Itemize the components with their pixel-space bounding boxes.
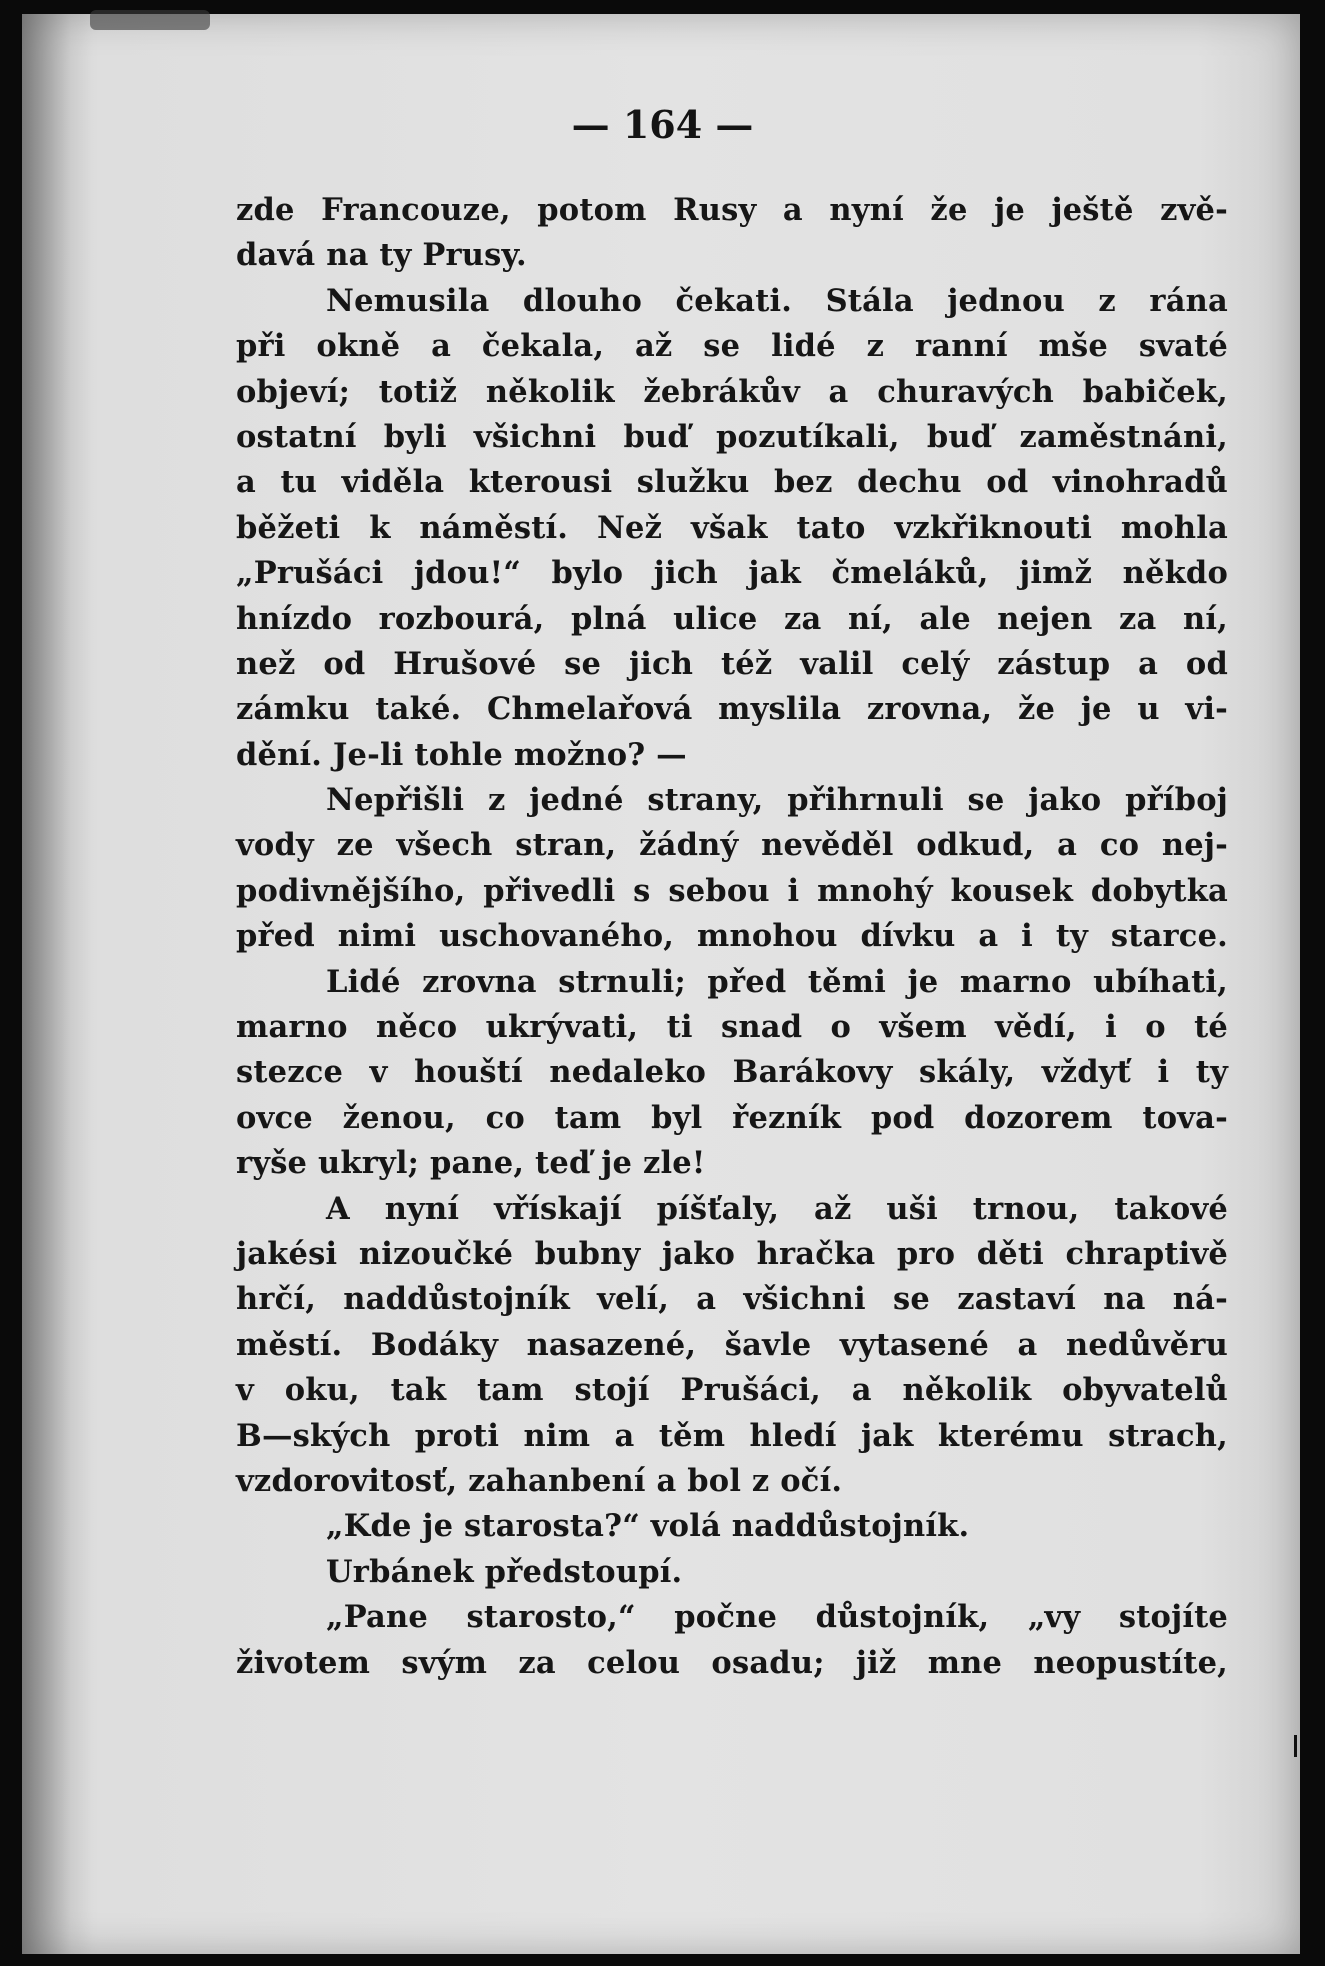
text-line: B—ských proti nim a těm hledí jak kterému strach, <box>236 1417 1228 1454</box>
paragraph-start-line: Nepřišli z jedné strany, přihrnuli se jako příboj <box>326 782 1228 819</box>
text-line: hrčí, naddůstojník velí, a všichni se zastaví na ná- <box>236 1281 1228 1318</box>
text-line: „Prušáci jdou!“ bylo jich jak čmeláků, jimž někdo <box>236 555 1228 592</box>
text-line: městí. Bodáky nasazené, šavle vytasené a nedůvěru <box>236 1326 1228 1363</box>
text-line: davá na ty Prusy. <box>236 237 527 274</box>
text-line: ostatní byli všichni buď pozutíkali, buď zaměstnáni, <box>236 418 1228 455</box>
paragraph-start-line: Urbánek předstoupí. <box>326 1553 683 1590</box>
paragraph-start-line: „Pane starosto,“ počne důstojník, „vy stojíte <box>326 1599 1228 1636</box>
text-line: životem svým za celou osadu; již mne neopustíte, <box>236 1644 1228 1681</box>
text-line: vzdorovitosť, zahanbení a bol z očí. <box>236 1462 843 1499</box>
text-line: stezce v houští nedaleko Barákovy skály, vždyť i ty <box>236 1054 1228 1091</box>
text-line: než od Hrušové se jich též valil celý zástup a od <box>236 645 1228 682</box>
text-line: ovce ženou, co tam byl řezník pod dozorem tova- <box>236 1099 1228 1136</box>
scan-edge-mark <box>1294 1735 1297 1757</box>
paragraph-start-line: A nyní vřískají píšťaly, až uši trnou, takové <box>326 1190 1228 1227</box>
text-line: vody ze všech stran, žádný nevěděl odkud, a co nej- <box>236 827 1228 864</box>
text-line: objeví; totiž několik žebrákův a churavých babiček, <box>236 373 1228 410</box>
text-line: a tu viděla kterousi služku bez dechu od vinohradů <box>236 464 1228 501</box>
text-line: marno něco ukrývati, ti snad o všem vědí, i o té <box>236 1009 1228 1046</box>
text-line: jakési nizoučké bubny jako hračka pro děti chraptivě <box>236 1235 1228 1272</box>
binding-shadow <box>22 14 92 1954</box>
text-line: při okně a čekala, až se lidé z ranní mše svaté <box>236 328 1228 365</box>
text-line: běžeti k náměstí. Než však tato vzkřiknouti mohla <box>236 509 1228 546</box>
text-line: dění. Je-li tohle možno? — <box>236 736 687 773</box>
text-line: v oku, tak tam stojí Prušáci, a několik obyvatelů <box>236 1372 1228 1409</box>
text-line: podivnějšího, přivedli s sebou i mnohý kousek dobytka <box>236 872 1228 909</box>
text-line: před nimi uschovaného, mnohou dívku a i ty starce. <box>236 918 1228 955</box>
paragraph-start-line: Lidé zrovna strnuli; před těmi je marno ubíhati, <box>326 963 1228 1000</box>
text-line: hnízdo rozbourá, plná ulice za ní, ale nejen za ní, <box>236 600 1228 637</box>
scan-smudge <box>90 10 210 30</box>
paragraph-start-line: „Kde je starosta?“ volá naddůstojník. <box>326 1508 970 1545</box>
body-text <box>236 188 1228 1686</box>
text-line: zde Francouze, potom Rusy a nyní že je ještě zvě- <box>236 192 1228 228</box>
text-line: zámku také. Chmelařová myslila zrovna, že je u vi- <box>236 691 1228 728</box>
page-number: — 164 — <box>571 102 754 147</box>
text-line: ryše ukryl; pane, teď je zle! <box>236 1145 706 1182</box>
paragraph-start-line: Nemusila dlouho čekati. Stála jednou z rána <box>326 282 1228 319</box>
